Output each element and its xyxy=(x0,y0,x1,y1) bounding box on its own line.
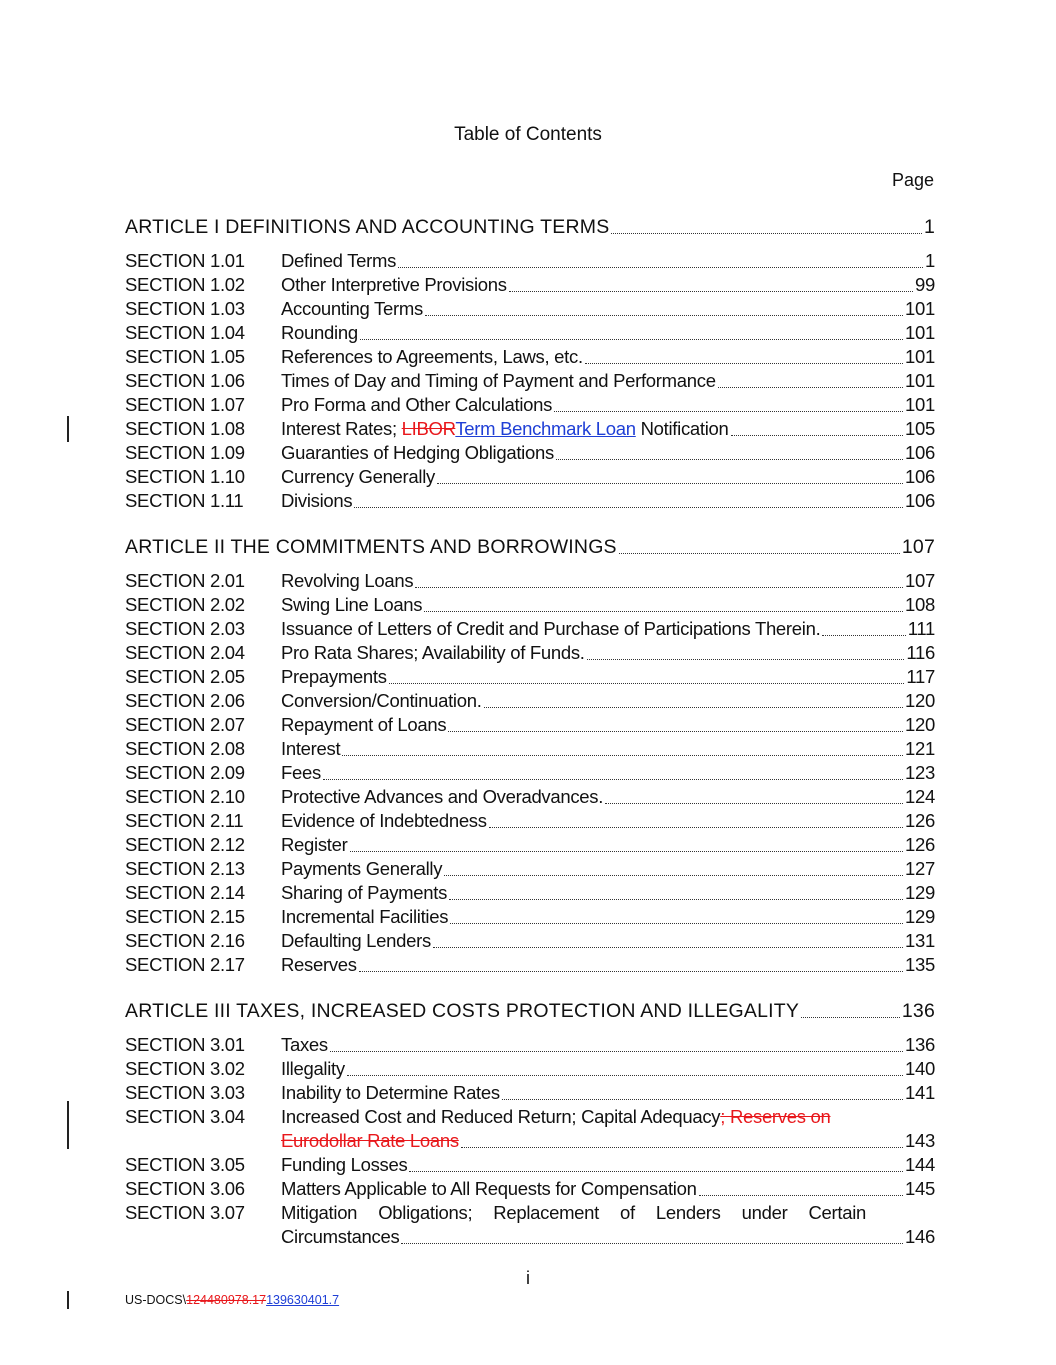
section-title: Guaranties of Hedging Obligations xyxy=(281,442,554,463)
section-number: SECTION 2.12 xyxy=(125,834,245,855)
section-number: SECTION 2.04 xyxy=(125,642,245,663)
dot-leader xyxy=(605,803,903,804)
section-page: 143 xyxy=(905,1130,935,1151)
toc-row[interactable] xyxy=(125,369,935,393)
toc xyxy=(125,213,935,1249)
section-title: Fees xyxy=(281,762,321,783)
section-page: 141 xyxy=(905,1082,935,1103)
section-page: 101 xyxy=(905,322,935,343)
section-group xyxy=(125,1033,935,1249)
toc-row[interactable] xyxy=(125,345,935,369)
section-title: Conversion/Continuation. xyxy=(281,690,482,711)
dot-leader xyxy=(360,339,903,340)
section-number: SECTION 3.01 xyxy=(125,1034,245,1055)
title-word: under xyxy=(741,1202,788,1223)
dot-leader xyxy=(389,683,905,684)
toc-row[interactable] xyxy=(125,593,935,617)
dot-leader xyxy=(484,707,903,708)
dot-leader xyxy=(401,1243,903,1244)
dot-leader xyxy=(585,363,903,364)
section-title: Pro Rata Shares; Availability of Funds. xyxy=(281,642,585,663)
footer-doc-prefix: US-DOCS\ xyxy=(125,1293,187,1307)
section-title: Circumstances xyxy=(281,1226,400,1247)
section-page: 101 xyxy=(905,394,935,415)
section-title xyxy=(281,417,729,441)
toc-row[interactable] xyxy=(125,1081,935,1105)
toc-row[interactable] xyxy=(125,297,935,321)
section-title: Rounding xyxy=(281,322,358,343)
toc-row[interactable] xyxy=(125,1033,935,1057)
title-word: Obligations; xyxy=(378,1202,473,1223)
dot-leader xyxy=(323,779,903,780)
section-number: SECTION 2.06 xyxy=(125,690,245,711)
section-number: SECTION 2.09 xyxy=(125,762,245,783)
toc-row[interactable] xyxy=(125,617,935,641)
deleted-text: 124480978.17 xyxy=(186,1293,267,1307)
revision-bar xyxy=(67,1101,69,1149)
article-title: ARTICLE I DEFINITIONS AND ACCOUNTING TERMS xyxy=(125,216,610,238)
section-page: 120 xyxy=(905,690,935,711)
section-title: Currency Generally xyxy=(281,466,435,487)
section-number: SECTION 1.04 xyxy=(125,322,245,343)
section-title: Defaulting Lenders xyxy=(281,930,431,951)
section-page: 136 xyxy=(905,1034,935,1055)
section-page: 111 xyxy=(907,618,935,639)
section-title: Reserves xyxy=(281,954,357,975)
toc-row[interactable] xyxy=(125,1057,935,1081)
section-page: 121 xyxy=(905,738,935,759)
section-page: 101 xyxy=(905,298,935,319)
section-title: Protective Advances and Overadvances. xyxy=(281,786,604,807)
toc-row[interactable] xyxy=(125,1105,935,1153)
toc-row[interactable] xyxy=(125,441,935,465)
section-title: Pro Forma and Other Calculations xyxy=(281,394,553,415)
section-number: SECTION 2.02 xyxy=(125,594,245,615)
section-title: Divisions xyxy=(281,490,353,511)
section-title: Inability to Determine Rates xyxy=(281,1082,500,1103)
dot-leader xyxy=(433,947,903,948)
section-title: Increased Cost and Reduced Return; Capital Adequacy xyxy=(281,1106,721,1127)
section-number: SECTION 1.03 xyxy=(125,298,245,319)
section-title: Prepayments xyxy=(281,666,387,687)
dot-leader xyxy=(731,435,904,436)
section-page: 146 xyxy=(905,1226,935,1247)
toc-row[interactable] xyxy=(125,665,935,689)
toc-row[interactable] xyxy=(125,929,935,953)
title-word: of xyxy=(620,1202,635,1223)
article-title: ARTICLE II THE COMMITMENTS AND BORROWINGS xyxy=(125,536,617,558)
section-title: Illegality xyxy=(281,1058,345,1079)
page-number: i xyxy=(526,1268,530,1288)
section-title: Incremental Facilities xyxy=(281,906,449,927)
toc-row[interactable] xyxy=(125,1153,935,1177)
toc-row[interactable] xyxy=(125,489,935,513)
toc-article[interactable] xyxy=(125,213,935,239)
section-page: 106 xyxy=(905,466,935,487)
section-number: SECTION 1.05 xyxy=(125,346,245,367)
dot-leader xyxy=(509,291,913,292)
title-word: Mitigation xyxy=(281,1202,358,1223)
toc-article[interactable] xyxy=(125,533,935,559)
article-page: 136 xyxy=(901,1000,935,1022)
section-page: 120 xyxy=(905,714,935,735)
section-page: 123 xyxy=(905,762,935,783)
toc-row[interactable] xyxy=(125,417,935,441)
dot-leader xyxy=(450,923,903,924)
dot-leader xyxy=(801,1017,900,1018)
section-number: SECTION 1.11 xyxy=(125,490,244,511)
section-title: Funding Losses xyxy=(281,1154,408,1175)
article-title: ARTICLE III TAXES, INCREASED COSTS PROTECTION AND ILLEGALITY xyxy=(125,1000,800,1022)
toc-row[interactable] xyxy=(125,273,935,297)
toc-row[interactable] xyxy=(125,1177,935,1201)
document-footer xyxy=(125,1293,339,1307)
section-number: SECTION 2.10 xyxy=(125,786,245,807)
toc-row[interactable] xyxy=(125,321,935,345)
dot-leader xyxy=(437,483,903,484)
section-number: SECTION 2.03 xyxy=(125,618,245,639)
section-number: SECTION 1.09 xyxy=(125,442,245,463)
section-page: 131 xyxy=(905,930,935,951)
dot-leader xyxy=(556,459,903,460)
article-page: 1 xyxy=(923,216,935,238)
toc-row[interactable] xyxy=(125,249,935,273)
deleted-text: ; Reserves on xyxy=(720,1106,831,1127)
dot-leader xyxy=(425,315,903,316)
section-number: SECTION 1.07 xyxy=(125,394,245,415)
section-page: 101 xyxy=(905,370,935,391)
dot-leader xyxy=(448,731,903,732)
deleted-text: Eurodollar Rate Loans xyxy=(281,1130,459,1151)
dot-leader xyxy=(409,1171,903,1172)
dot-leader xyxy=(444,875,903,876)
revision-bar xyxy=(67,1291,69,1309)
section-title-line xyxy=(281,1201,866,1225)
section-page: 140 xyxy=(905,1058,935,1079)
section-title: Times of Day and Timing of Payment and Performance xyxy=(281,370,716,391)
section-number: SECTION 2.01 xyxy=(125,570,245,591)
section-title: Revolving Loans xyxy=(281,570,414,591)
dot-leader xyxy=(461,1147,903,1148)
section-page: 124 xyxy=(905,786,935,807)
title-word: Lenders xyxy=(655,1202,721,1223)
section-page: 101 xyxy=(905,346,935,367)
section-title: Evidence of Indebtedness xyxy=(281,810,487,831)
dot-leader xyxy=(398,267,923,268)
toc-row[interactable] xyxy=(125,737,935,761)
title-text: Notification xyxy=(635,418,729,439)
toc-row[interactable] xyxy=(125,785,935,809)
section-title: Interest xyxy=(281,738,341,759)
inserted-text: 139630401.7 xyxy=(266,1293,340,1307)
section-title: Matters Applicable to All Requests for Compensation xyxy=(281,1178,697,1199)
toc-row[interactable] xyxy=(125,857,935,881)
section-title-line xyxy=(281,1105,935,1129)
section-title-line xyxy=(281,1129,935,1153)
title-word: Certain xyxy=(808,1202,866,1223)
dot-leader xyxy=(350,851,904,852)
section-group xyxy=(125,249,935,513)
section-number: SECTION 1.08 xyxy=(125,418,245,439)
dot-leader xyxy=(449,899,903,900)
dot-leader xyxy=(822,635,905,636)
section-title: References to Agreements, Laws, etc. xyxy=(281,346,583,367)
section-title-block xyxy=(281,1105,935,1153)
dot-leader xyxy=(354,507,903,508)
section-number: SECTION 2.16 xyxy=(125,930,245,951)
section-page: 129 xyxy=(905,882,935,903)
toc-row[interactable] xyxy=(125,953,935,977)
section-page: 1 xyxy=(925,250,935,271)
section-number: SECTION 1.06 xyxy=(125,370,245,391)
dot-leader xyxy=(330,1051,903,1052)
section-page: 129 xyxy=(905,906,935,927)
section-number: SECTION 1.01 xyxy=(125,250,245,271)
section-title: Swing Line Loans xyxy=(281,594,423,615)
section-page: 117 xyxy=(906,666,935,687)
toc-row[interactable] xyxy=(125,713,935,737)
dot-leader xyxy=(342,755,903,756)
toc-row[interactable] xyxy=(125,809,935,833)
dot-leader xyxy=(424,611,903,612)
deleted-text: LIBOR xyxy=(401,418,456,439)
section-page: 116 xyxy=(906,642,935,663)
page-column-label: Page xyxy=(891,170,934,190)
toc-article[interactable] xyxy=(125,997,935,1023)
section-number: SECTION 1.02 xyxy=(125,274,245,295)
section-title: Taxes xyxy=(281,1034,328,1055)
section-number: SECTION 3.04 xyxy=(125,1106,245,1127)
toc-row-continuation[interactable] xyxy=(125,1225,935,1249)
section-number: SECTION 3.06 xyxy=(125,1178,245,1199)
section-page: 106 xyxy=(905,490,935,511)
section-number: SECTION 2.11 xyxy=(125,810,244,831)
toc-row[interactable] xyxy=(125,833,935,857)
section-page: 127 xyxy=(905,858,935,879)
dot-leader xyxy=(699,1195,903,1196)
toc-row[interactable] xyxy=(125,761,935,785)
section-number: SECTION 3.02 xyxy=(125,1058,245,1079)
section-page: 99 xyxy=(915,274,935,295)
toc-row[interactable] xyxy=(125,393,935,417)
section-title: Defined Terms xyxy=(281,250,397,271)
section-page: 105 xyxy=(905,418,935,439)
section-title: Register xyxy=(281,834,348,855)
dot-leader xyxy=(502,1099,903,1100)
section-page: 106 xyxy=(905,442,935,463)
toc-row[interactable] xyxy=(125,569,935,593)
dot-leader xyxy=(554,411,903,412)
section-page: 107 xyxy=(905,570,935,591)
dot-leader xyxy=(619,553,900,554)
section-title: Accounting Terms xyxy=(281,298,423,319)
section-page: 126 xyxy=(905,810,935,831)
section-number: SECTION 2.05 xyxy=(125,666,245,687)
section-number: SECTION 3.07 xyxy=(125,1202,245,1223)
revision-bar xyxy=(67,416,69,442)
inserted-text: Term Benchmark Loan xyxy=(455,418,636,439)
section-number: SECTION 2.15 xyxy=(125,906,245,927)
dot-leader xyxy=(489,827,903,828)
section-number: SECTION 3.03 xyxy=(125,1082,245,1103)
toc-row[interactable] xyxy=(125,905,935,929)
toc-row[interactable] xyxy=(125,689,935,713)
section-page: 135 xyxy=(905,954,935,975)
dot-leader xyxy=(415,587,903,588)
section-number: SECTION 2.07 xyxy=(125,714,245,735)
toc-row[interactable] xyxy=(125,465,935,489)
article-page: 107 xyxy=(901,536,935,558)
section-group xyxy=(125,569,935,977)
section-page: 144 xyxy=(905,1154,935,1175)
title-text: Interest Rates; xyxy=(281,418,402,439)
section-title: Repayment of Loans xyxy=(281,714,447,735)
dot-leader xyxy=(611,233,922,234)
section-title: Payments Generally xyxy=(281,858,443,879)
section-page: 108 xyxy=(905,594,935,615)
dot-leader xyxy=(359,971,903,972)
section-number: SECTION 3.05 xyxy=(125,1154,245,1175)
section-number: SECTION 2.14 xyxy=(125,882,245,903)
section-number: SECTION 2.17 xyxy=(125,954,245,975)
section-title-block xyxy=(281,1201,935,1225)
toc-row[interactable] xyxy=(125,641,935,665)
toc-row[interactable] xyxy=(125,881,935,905)
section-number: SECTION 1.10 xyxy=(125,466,245,487)
section-number: SECTION 2.13 xyxy=(125,858,245,879)
section-page: 126 xyxy=(905,834,935,855)
dot-leader xyxy=(347,1075,903,1076)
section-title: Issuance of Letters of Credit and Purchase of Participations Therein. xyxy=(281,618,821,639)
dot-leader xyxy=(587,659,905,660)
page-title: Table of Contents xyxy=(454,124,602,145)
section-title: Other Interpretive Provisions xyxy=(281,274,507,295)
section-title: Sharing of Payments xyxy=(281,882,448,903)
section-page: 145 xyxy=(905,1178,935,1199)
dot-leader xyxy=(718,387,903,388)
title-word: Replacement xyxy=(493,1202,600,1223)
toc-row[interactable] xyxy=(125,1201,935,1225)
section-number: SECTION 2.08 xyxy=(125,738,245,759)
